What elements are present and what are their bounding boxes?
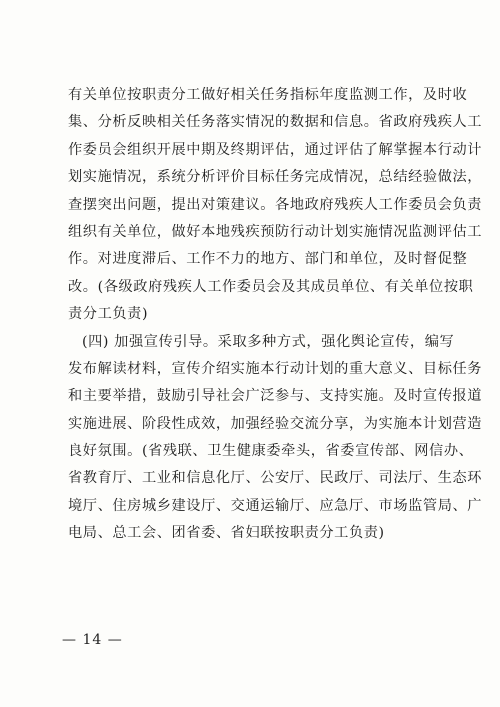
text-line: 电局、总工会、团省委、省妇联按职责分工负责) <box>68 525 385 542</box>
text-line: 作委员会组织开展中期及终期评估，通过评估了解掌握本行动计 <box>68 141 483 158</box>
section-heading-line: (四) 加强宣传引导。采取多种方式，强化舆论宣传，编写 <box>82 333 455 350</box>
page-number: — 14 — <box>62 632 123 648</box>
text-line: 改。(各级政府残疾人工作委员会及其成员单位、有关单位按职 <box>68 278 474 295</box>
text-line: 实施进展、阶段性成效，加强经验交流分享，为实施本计划营造 <box>68 415 483 432</box>
text-line: 良好氛围。(省残联、卫生健康委牵头，省委宣传部、网信办、 <box>68 443 474 460</box>
text-line: 组织有关单位，做好本地残疾预防行动计划实施情况监测评估工 <box>68 223 483 240</box>
text-line: 划实施情况，系统分析评价目标任务完成情况，总结经验做法， <box>68 169 483 186</box>
text-line: 集、分析反映相关任务落实情况的数据和信息。省政府残疾人工 <box>68 114 483 131</box>
text-line: 省教育厅、工业和信息化厅、公安厅、民政厅、司法厅、生态环 <box>68 470 483 487</box>
text-line: 有关单位按职责分工做好相关任务指标年度监测工作，及时收 <box>68 87 468 103</box>
text-line: 和主要举措，鼓励引导社会广泛参与、支持实施。及时宣传报道 <box>68 388 483 405</box>
text-line: 查摆突出问题，提出对策建议。各地政府残疾人工作委员会负责 <box>68 196 483 213</box>
text-line: 作。对进度滞后、工作不力的地方、部门和单位，及时督促整 <box>68 251 468 268</box>
body-text <box>68 82 483 548</box>
text-line: 责分工负责) <box>68 306 149 323</box>
text-line: 境厅、住房城乡建设厅、交通运输厅、应急厅、市场监管局、广 <box>68 497 483 514</box>
text-line: 发布解读材料，宣传介绍实施本行动计划的重大意义、目标任务 <box>68 360 483 377</box>
